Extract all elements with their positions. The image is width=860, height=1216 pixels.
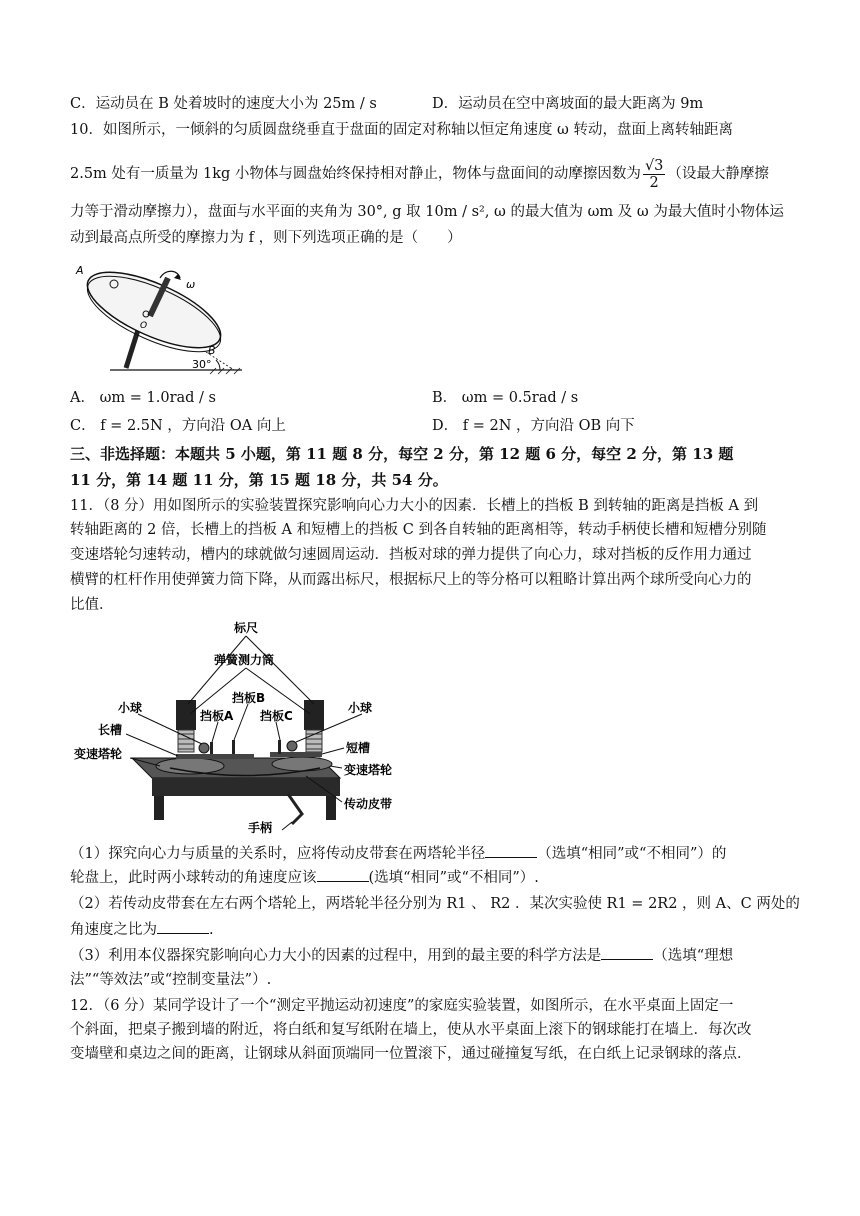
fig-label-angle: 30°: [192, 358, 212, 371]
centripetal-apparatus-figure: [70, 618, 430, 840]
fig-label-a: A: [76, 264, 84, 277]
label-talun-right: 变速塔轮: [344, 763, 393, 777]
q10-line-2-a: 2.5m 处有一质量为 1kg 小物体与圆盘始终保持相对静止，物体与盘面间的动摩擦因数为: [70, 166, 641, 182]
q10-line-1: 10．如图所示，一倾斜的匀质圆盘绕垂直于盘面的固定对称轴以恒定角速度 ω 转动，盘面上离转轴距离: [70, 122, 733, 138]
q10-line-2-b: （设最大静摩擦: [667, 166, 769, 182]
q11-part-1-text-d: (选填“相同”或“不相同”）.: [368, 870, 539, 886]
q10-option-b: B． ωm = 0.5rad / s: [432, 390, 579, 406]
q10-option-a: A． ωm = 1.0rad / s: [70, 390, 216, 406]
q11-part-3-text-a: （3）利用本仪器探究影响向心力大小的因素的过程中，用到的最主要的科学方法是: [70, 948, 602, 964]
q11-part-2-line-2: [70, 920, 214, 940]
q10-line-2: [70, 152, 769, 196]
q9-option-d: D．运动员在空中离坡面的最大距离为 9m: [432, 96, 704, 112]
label-talun-left: 变速塔轮: [74, 747, 123, 761]
q12-line-1: 12．（6 分）某同学设计了一个“测定平抛运动初速度”的家庭实验装置，如图所示，在水平桌面上固定一: [70, 998, 734, 1014]
answer-blank[interactable]: [157, 933, 209, 934]
label-duancao: 短槽: [346, 741, 371, 755]
q11-line-3: 变速塔轮匀速转动，槽内的球就做匀速圆周运动．挡板对球的弹力提供了向心力，球对挡板的反作用力通过: [70, 547, 752, 563]
q11-part-2-text-c: .: [209, 922, 214, 938]
q11-line-1: 11．（8 分）用如图所示的实验装置探究影响向心力大小的因素．长槽上的挡板 B 到转轴的距离是挡板 A 到: [70, 498, 759, 514]
q10-line-3: 力等于滑动摩擦力），盘面与水平面的夹角为 30°, g 取 10m / s², ω 的最大值为 ωm 及 ω 为最大值时小物体运: [70, 204, 784, 220]
answer-blank[interactable]: [317, 881, 369, 882]
q12-line-2: 个斜面，把桌子搬到墙的附近，将白纸和复写纸附在墙上，使从水平桌面上滚下的钢球能打在墙上．每次改: [70, 1022, 752, 1038]
q10-option-d: D． f = 2N ，方向沿 OB 向下: [432, 418, 635, 434]
q12-line-3: 变墙壁和桌边之间的距离，让钢球从斜面顶端同一位置滚下，通过碰撞复写纸，在白纸上记录钢球的落点．: [70, 1046, 752, 1062]
fig-label-b: B: [208, 344, 216, 357]
q11-part-1-line-2: [70, 868, 539, 888]
tilted-disk-figure: [70, 258, 250, 382]
label-dangban-a: 挡板A: [200, 709, 234, 723]
fig-label-omega: ω: [186, 278, 196, 291]
label-shoubing: 手柄: [248, 821, 273, 835]
label-xiaoqiu-right: 小球: [348, 701, 373, 715]
q10-friction-fraction: [643, 158, 665, 191]
q11-part-3-line-1: [70, 946, 733, 966]
section-3-header-line-2: 11 分，第 14 题 11 分，第 15 题 18 分，共 54 分。: [70, 471, 448, 489]
q11-part-3-text-b: （选填“理想: [653, 948, 734, 964]
fig-label-o: O: [140, 321, 148, 331]
q11-part-1-text-a: （1）探究向心力与质量的关系时，应将传动皮带套在两塔轮半径: [70, 846, 486, 862]
fraction-denominator: 2: [649, 174, 659, 191]
label-tanhuang: 弹簧测力筒: [214, 653, 275, 667]
q9-option-c: C．运动员在 B 处着坡时的速度大小为 25m / s: [70, 96, 377, 112]
q11-line-4: 横臂的杠杆作用使弹簧力筒下降，从而露出标尺，根据标尺上的等分格可以粗略计算出两个球所受向心力的: [70, 572, 752, 588]
label-biaochi: 标尺: [234, 621, 259, 635]
section-3-header-line-1: 三、非选择题：本题共 5 小题，第 11 题 8 分，每空 2 分，第 12 题 6 分，每空 2 分，第 13 题: [70, 445, 734, 463]
label-dangban-b: 挡板B: [232, 691, 266, 705]
q11-part-1-text-c: 轮盘上，此时两小球转动的角速度应该: [70, 870, 317, 886]
q11-part-2-text-b: 角速度之比为: [70, 922, 157, 938]
fraction-numerator: √3: [644, 157, 664, 174]
answer-blank[interactable]: [485, 857, 537, 858]
q11-part-2-line-1: （2）若传动皮带套在左右两个塔轮上，两塔轮半径分别为 R1 、 R2 ．某次实验使 R1 = 2R2 ，则 A、C 两处的: [70, 896, 800, 912]
q11-part-1-line-1: [70, 844, 726, 864]
label-changcao: 长槽: [98, 723, 123, 737]
label-xiaoqiu-left: 小球: [118, 701, 143, 715]
q11-part-1-text-b: （选填“相同”或“不相同”）的: [537, 846, 727, 862]
q11-line-2: 转轴距离的 2 倍，长槽上的挡板 A 和短槽上的挡板 C 到各自转轴的距离相等，转动手柄使长槽和短槽分别随: [70, 522, 767, 538]
label-dangban-c: 挡板C: [260, 709, 293, 723]
q11-line-5: 比值．: [70, 597, 114, 613]
label-pidai: 传动皮带: [344, 797, 393, 811]
q10-line-4: 动到最高点所受的摩擦力为 f ，则下列选项正确的是（ ）: [70, 230, 462, 246]
answer-blank[interactable]: [601, 959, 653, 960]
q10-option-c: C． f = 2.5N ，方向沿 OA 向上: [70, 418, 286, 434]
q11-part-3-line-2: 法”“等效法”或“控制变量法”）.: [70, 972, 272, 988]
